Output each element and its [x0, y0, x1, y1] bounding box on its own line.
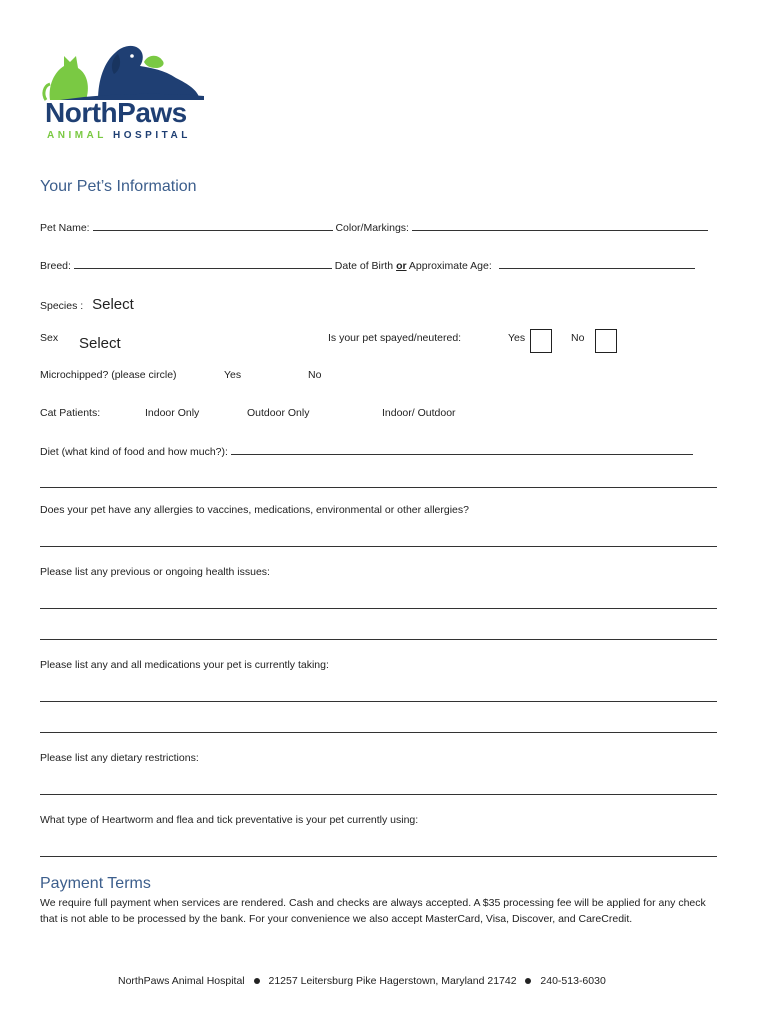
spayed-no-label: No: [571, 332, 585, 344]
logo-name-north: North: [45, 97, 118, 128]
pet-name-label: Pet Name:: [40, 222, 90, 234]
section-title-payment: Payment Terms: [40, 875, 151, 892]
dob-age-field[interactable]: [499, 258, 695, 269]
cat-outdoor-option[interactable]: Outdoor Only: [247, 407, 310, 419]
logo: [40, 40, 210, 145]
dob-label-post: Approximate Age:: [406, 260, 492, 272]
medications-question: Please list any and all medications your pet is currently taking:: [40, 659, 329, 671]
logo-tagline-animal: ANIMAL: [47, 130, 107, 141]
sex-label: Sex: [40, 332, 59, 344]
row-breed: [40, 258, 695, 272]
footer-hospital-name: NorthPaws Animal Hospital: [118, 975, 245, 987]
bullet-icon: [254, 978, 260, 984]
breed-label: Breed:: [40, 260, 71, 272]
spayed-question: Is your pet spayed/neutered:: [328, 332, 462, 344]
color-markings-label: Color/Markings:: [335, 222, 409, 234]
spayed-yes-label: Yes: [508, 332, 526, 344]
health-question: Please list any previous or ongoing health issues:: [40, 566, 270, 578]
health-field-line-2[interactable]: [40, 639, 717, 640]
spayed-yes-checkbox[interactable]: [530, 329, 552, 353]
row-sex: [40, 332, 58, 344]
microchip-question: Microchipped? (please circle): [40, 369, 177, 381]
payment-terms-text: We require full payment when services are rendered. Cash and checks are always accepted. A $35 processing fee will be applied for any check that is not able to be processed by the bank. For your convenience we also accept MasterCard, Visa, Discover, and CareCredit.: [40, 897, 706, 925]
heartworm-field[interactable]: [40, 856, 717, 857]
allergies-question: Does your pet have any allergies to vaccines, medications, environmental or other allergies?: [40, 504, 469, 516]
heartworm-question: What type of Heartworm and flea and tick preventative is your pet currently using:: [40, 814, 419, 826]
bullet-icon: [525, 978, 531, 984]
sex-select[interactable]: Select: [79, 335, 121, 352]
cat-patients-label: Cat Patients:: [40, 407, 101, 419]
breed-field[interactable]: [74, 258, 332, 269]
spayed-no-checkbox[interactable]: [595, 329, 617, 353]
microchip-yes[interactable]: Yes: [224, 369, 242, 381]
medications-field-line-2[interactable]: [40, 732, 717, 733]
dob-or: or: [396, 260, 407, 272]
species-label: Species :: [40, 300, 84, 312]
dob-label-pre: Date of Birth: [334, 260, 397, 272]
row-diet: [40, 444, 693, 458]
footer-address: 21257 Leitersburg Pike Hagerstown, Maryland 21742: [268, 975, 517, 987]
row-pet-name: [40, 220, 708, 234]
cat-indoor-option[interactable]: Indoor Only: [145, 407, 200, 419]
diet-question: Diet (what kind of food and how much?):: [40, 446, 228, 458]
medications-field-line-1[interactable]: [40, 701, 717, 702]
footer: [118, 975, 606, 987]
logo-name-paws: Paws: [117, 97, 187, 128]
health-field-line-1[interactable]: [40, 608, 717, 609]
dietary-field[interactable]: [40, 794, 717, 795]
microchip-no[interactable]: No: [308, 369, 322, 381]
pet-name-field[interactable]: [93, 220, 333, 231]
row-species: [40, 296, 134, 313]
diet-field[interactable]: [231, 444, 693, 455]
footer-phone: 240-513-6030: [540, 975, 606, 987]
color-markings-field[interactable]: [412, 220, 708, 231]
section-title-pet-info: Your Pet’s Information: [40, 178, 197, 195]
dietary-question: Please list any dietary restrictions:: [40, 752, 199, 764]
diet-field-line-2[interactable]: [40, 487, 717, 488]
species-select[interactable]: Select: [92, 296, 134, 313]
pet-silhouette-logo-icon: [40, 40, 210, 102]
cat-indoor-outdoor-option[interactable]: Indoor/ Outdoor: [382, 407, 456, 419]
allergies-field[interactable]: [40, 546, 717, 547]
logo-tagline-hospital: HOSPITAL: [112, 130, 191, 141]
